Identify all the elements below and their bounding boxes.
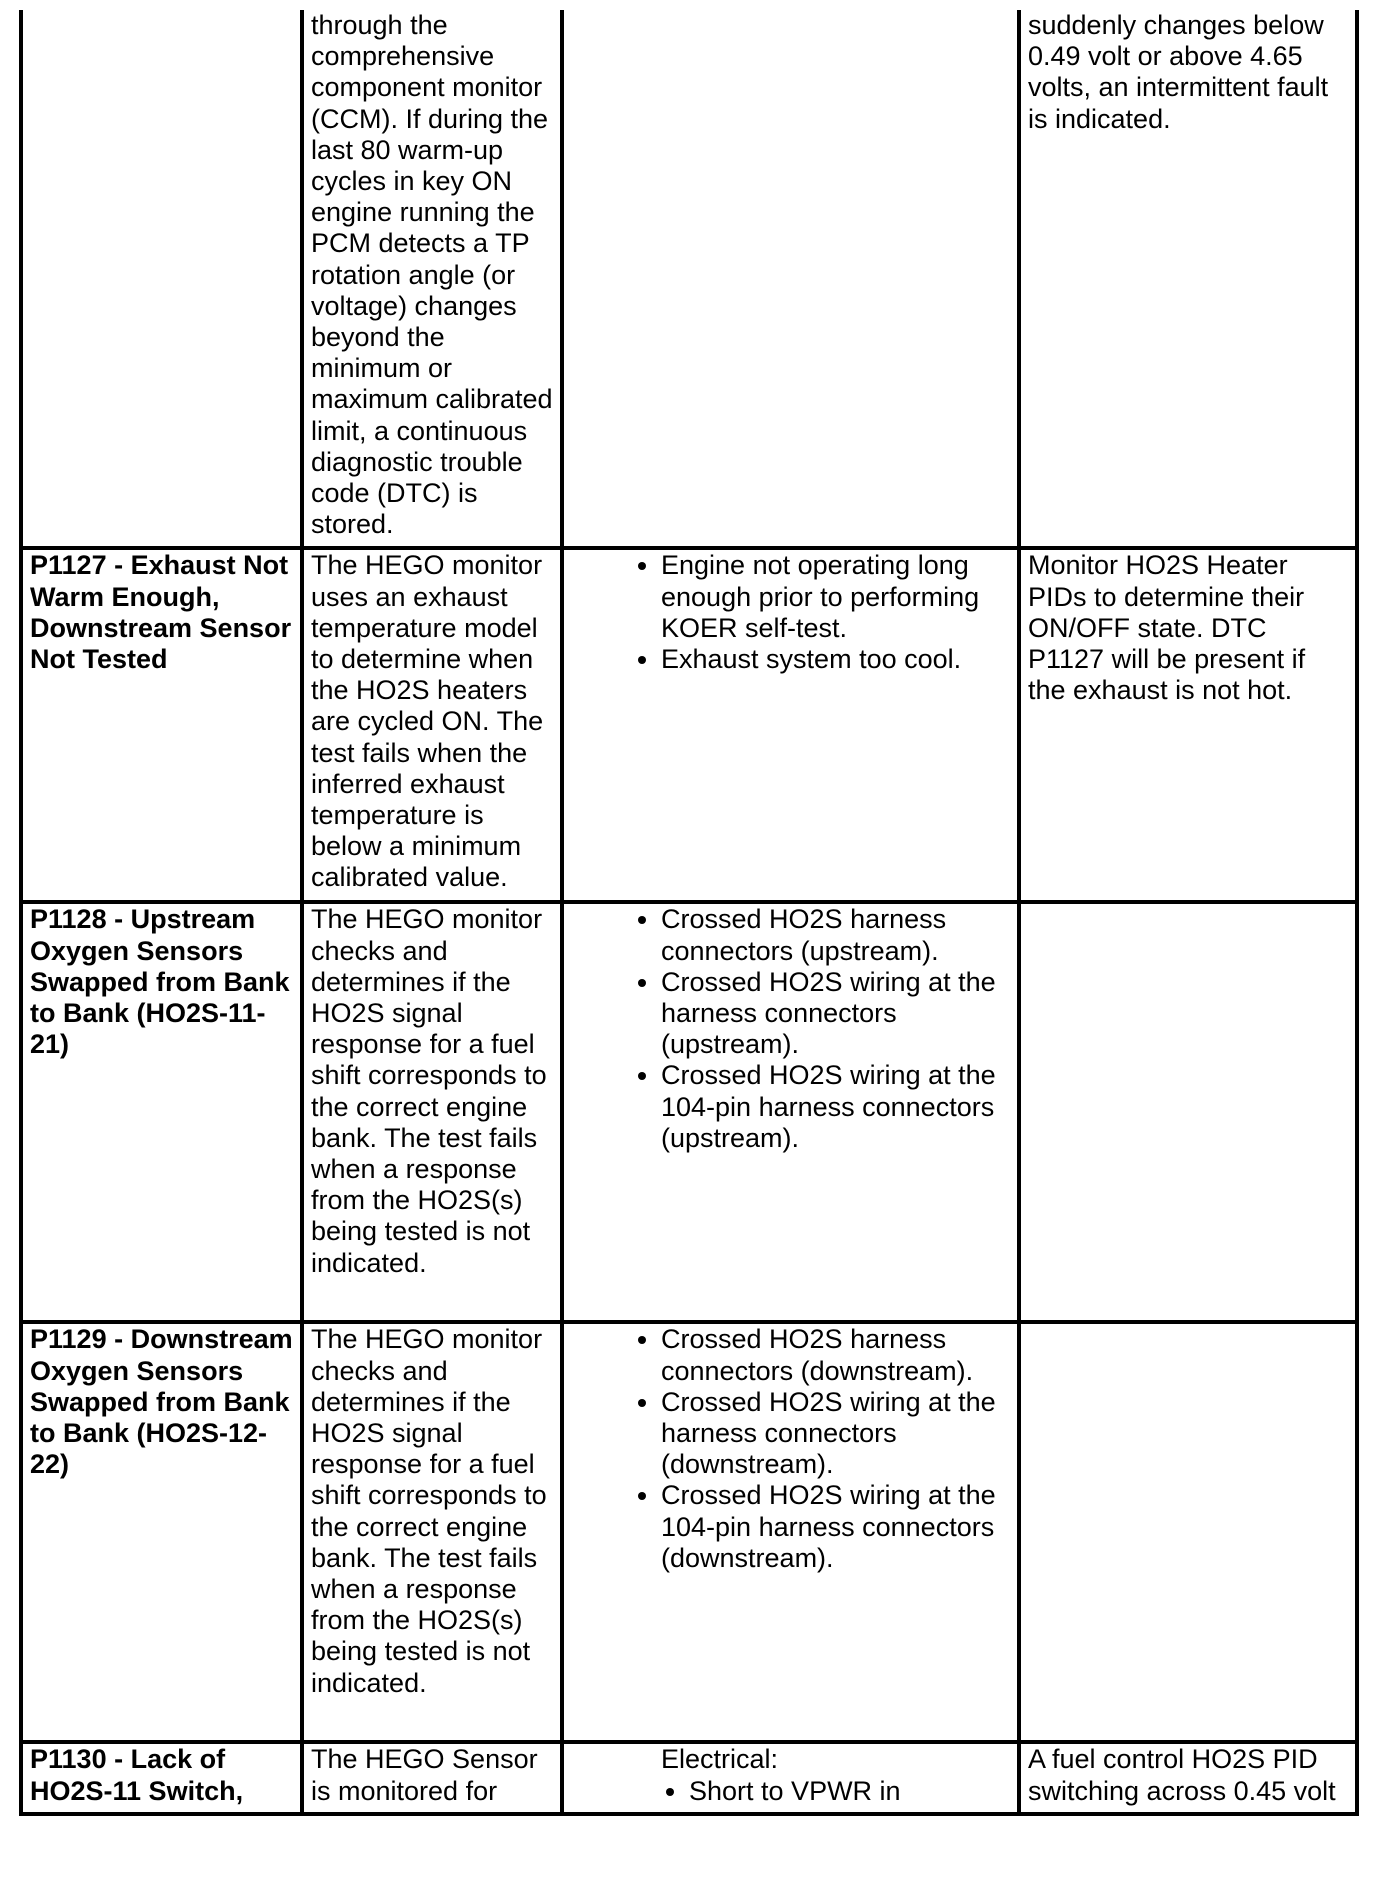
dtc-code-cell: P1128 - Upstream Oxygen Sensors Swapped from Bank to Bank (HO2S-11-21) bbox=[19, 904, 300, 1324]
causes-list bbox=[627, 550, 1011, 675]
list-item: • Crossed HO2S harness connectors (upstream). bbox=[661, 904, 1011, 966]
diagnostic-aids-cell: Monitor HO2S Heater PIDs to determine their ON/OFF state. DTC P1127 will be present if the exhaust is not hot. bbox=[1017, 550, 1359, 904]
description-cell: The HEGO monitor uses an exhaust temperature model to determine when the HO2S heaters are cycled ON. The test fails when the inferred exhaust temperature is below a minimum calibrated value. bbox=[300, 550, 560, 904]
causes-sublist bbox=[655, 1776, 1011, 1807]
list-item: • Exhaust system too cool. bbox=[661, 644, 1011, 675]
causes-list bbox=[627, 1324, 1011, 1574]
list-item: • Short to VPWR in bbox=[689, 1776, 1011, 1807]
description-cell: The HEGO monitor checks and determines if the HO2S signal response for a fuel shift corresponds to the correct engine bank. The test fails when a response from the HO2S(s) being tested is not indicated. bbox=[300, 1324, 560, 1744]
list-item: • Crossed HO2S wiring at the harness connectors (downstream). bbox=[661, 1387, 1011, 1481]
dtc-code-cell: P1127 - Exhaust Not Warm Enough, Downstream Sensor Not Tested bbox=[19, 550, 300, 904]
description-cell: The HEGO monitor checks and determines if the HO2S signal response for a fuel shift corresponds to the correct engine bank. The test fails when a response from the HO2S(s) being tested is not indicated. bbox=[300, 904, 560, 1324]
possible-causes-cell bbox=[560, 1324, 1017, 1744]
diagnostic-aids-cell bbox=[1017, 1744, 1359, 1816]
causes-list bbox=[627, 904, 1011, 1154]
list-item: • Engine not operating long enough prior to performing KOER self-test. bbox=[661, 550, 1011, 644]
possible-causes-cell bbox=[560, 550, 1017, 904]
list-item: • Crossed HO2S wiring at the 104-pin harness connectors (upstream). bbox=[661, 1060, 1011, 1154]
diagnostic-aids-cell bbox=[1017, 1324, 1359, 1744]
table-row bbox=[19, 1324, 1359, 1744]
dtc-code-cell: P1129 - Downstream Oxygen Sensors Swapped from Bank to Bank (HO2S-12-22) bbox=[19, 1324, 300, 1744]
causes-intro: Electrical: bbox=[661, 1744, 779, 1775]
possible-causes-cell bbox=[560, 904, 1017, 1324]
diagnostic-aids-cell: suddenly changes below 0.49 volt or above 4.65 volts, an intermittent fault is indicated. bbox=[1017, 10, 1359, 550]
possible-causes-cell bbox=[560, 1744, 1017, 1816]
possible-causes-cell bbox=[560, 10, 1017, 550]
description-cell: through the comprehensive component monitor (CCM). If during the last 80 warm-up cycles in key ON engine running the PCM detects a TP rotation angle (or voltage) changes beyond the minimum or maximum calibrated limit, a continuous diagnostic trouble code (DTC) is stored. bbox=[300, 10, 560, 550]
table-row bbox=[19, 550, 1359, 904]
diagnostic-aids-text: A fuel control HO2S PID switching across 0.45 volt bbox=[1028, 1744, 1336, 1806]
table-row bbox=[19, 1744, 1359, 1816]
list-item: • Crossed HO2S wiring at the 104-pin harness connectors (downstream). bbox=[661, 1480, 1011, 1574]
dtc-code-cell bbox=[19, 1744, 300, 1816]
list-item: • Crossed HO2S wiring at the harness connectors (upstream). bbox=[661, 967, 1011, 1061]
table-row bbox=[19, 904, 1359, 1324]
description-text: The HEGO Sensor is monitored for bbox=[311, 1744, 538, 1806]
table-row bbox=[19, 10, 1359, 550]
dtc-table bbox=[19, 10, 1359, 1816]
dtc-code-text: P1130 - Lack of HO2S-11 Switch, bbox=[30, 1744, 244, 1806]
list-item: • Crossed HO2S harness connectors (downstream). bbox=[661, 1324, 1011, 1386]
diagnostic-aids-cell bbox=[1017, 904, 1359, 1324]
causes-block bbox=[571, 1744, 1011, 1806]
description-cell bbox=[300, 1744, 560, 1816]
dtc-code-cell bbox=[19, 10, 300, 550]
